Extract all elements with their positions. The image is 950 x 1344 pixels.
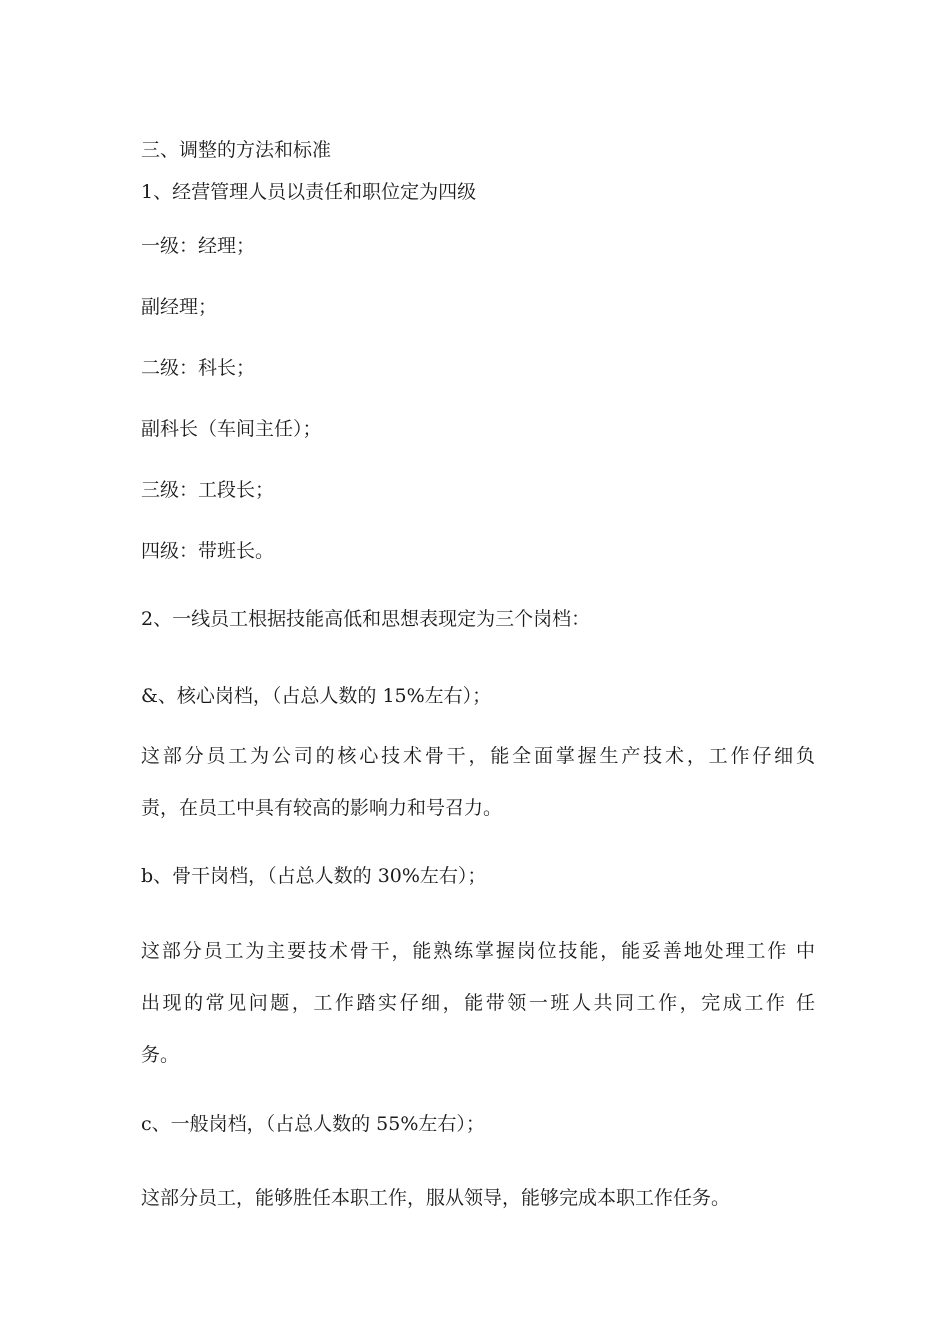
backbone-grade-description-line: 出现的常见问题，工作踏实仔细，能带领一班人共同工作，完成工作 任: [141, 992, 815, 1014]
section-title: 三、调整的方法和标准: [141, 139, 332, 161]
core-grade-description-line: 责，在员工中具有较高的影响力和号召力。: [141, 797, 503, 819]
level-item: 副经理；: [141, 296, 218, 318]
core-grade-label: &、核心岗档，（占总人数的 15%左右）；: [141, 685, 492, 707]
level-item: 二级：科长；: [141, 357, 256, 379]
level-item: 四级：带班长。: [141, 540, 275, 562]
backbone-grade-label: b、骨干岗档，（占总人数的 30%左右）；: [141, 865, 487, 887]
frontline-heading: 2、一线员工根据技能高低和思想表现定为三个岗档：: [141, 608, 591, 630]
level-item: 副科长（车间主任）；: [141, 418, 322, 440]
backbone-grade-description-line: 这部分员工为主要技术骨干，能熟练掌握岗位技能，能妥善地处理工作 中: [141, 940, 815, 962]
general-grade-description-line: 这部分员工，能够胜任本职工作，服从领导，能够完成本职工作任务。: [141, 1187, 731, 1209]
core-grade-description-line: 这部分员工为公司的核心技术骨干，能全面掌握生产技术，工作仔细负: [141, 745, 815, 767]
level-item: 一级：经理；: [141, 235, 256, 257]
backbone-grade-description-line: 务。: [141, 1044, 180, 1066]
management-heading: 1、经营管理人员以责任和职位定为四级: [141, 181, 477, 203]
general-grade-label: c、一般岗档，（占总人数的 55%左右）；: [141, 1113, 485, 1135]
level-item: 三级：工段长；: [141, 479, 275, 501]
